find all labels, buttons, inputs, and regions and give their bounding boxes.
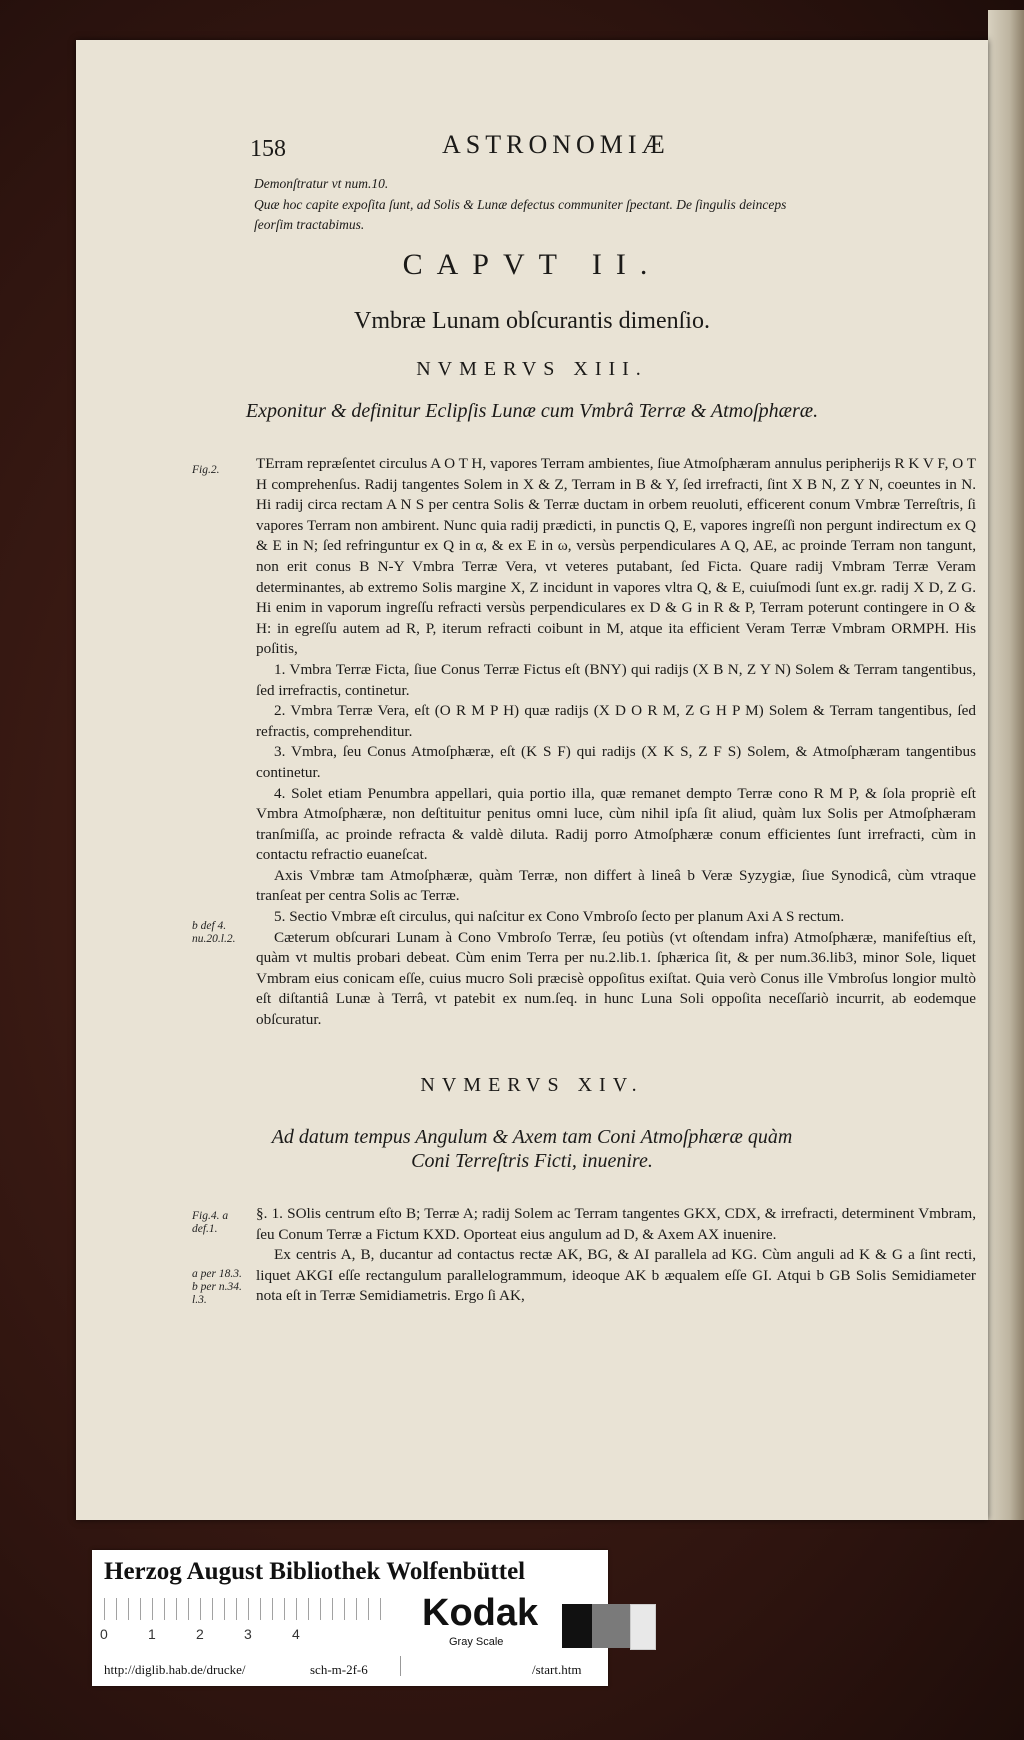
- ruler-number: 0: [100, 1626, 108, 1642]
- margin-note-aper: a per 18.3. b per n.34. l.3.: [192, 1268, 242, 1306]
- paragraph: Cæterum obſcurari Lunam à Cono Vmbroſo Terræ, ſeu potiùs (vt oſtendam infra) Atmoſphæræ, manifeſtius eſt, quàm vt multis probari debeat. Cùm enim Terra per nu.2.lib.1. ſphærica ſit, & per num.36.lib3, minor Sole, liquet Vmbram eius conicam eſſe, cuius mucro Soli præcisè oppoſitus exiſtat. Quia verò Conus ille Vmbroſus longior multò eſt diſtantiâ Lunæ à Terrâ, vt patebit ex num.ſeq. in hunc Luna Soli oppoſita neceſſariò incurrit, ab eodemque obſcuratur.: [256, 928, 976, 1029]
- numerus-14-heading: NVMERVS XIV.: [420, 1074, 644, 1096]
- numerus-13-heading: NVMERVS XIII.: [416, 358, 648, 380]
- ruler-number: 1: [148, 1626, 156, 1642]
- intro-line-1: Demonſtratur vt num.10.: [254, 176, 389, 191]
- swatch-black: [562, 1604, 592, 1648]
- paragraph: Ex centris A, B, ducantur ad contactus rectæ AK, BG, & AI parallela ad KG. Cùm anguli ad K & G a ſint recti, liquet AKGI eſſe rectangulum parallelogrammum, ideoque AK b æqualem eſſe GI. Atqui b GB Solis Semidiameter nota eſt in Terræ Semidiametris. Ergo ſi AK,: [256, 1246, 976, 1305]
- paragraph: 4. Solet etiam Penumbra appellari, quia portio illa, quæ remanet dempto Terræ cono R M P, & ſola propriè eſt Vmbra Atmoſphæræ, non deſtituitur penitus omni luce, cùm nihil ipſa ſit aliud, quàm lux Solis per Atmoſphæram tranſmiſſa, ac proinde refracta & valdè diluta. Radij porro Atmoſphæræ conum efficientes ſunt irrefracti, cùm in contactu refractio euaneſcat.: [256, 784, 976, 864]
- color-calibration-card: [92, 1550, 608, 1686]
- paragraph: TErram repræſentet circulus A O T H, vapores Terram ambientes, ſiue Atmoſphæram annulus peripherijs R K V F, O T H comprehenſus. Radij tangentes Solem in X & Z, Terram in B & Y, ſed irrefracti, ſint X B N, Z Y N, coeuntes in N. Hi radij circa rectam A N S per centra Solis & Terræ ductam in orbem reuoluti, efficerent conum Vmbræ Terreſtris, ſi vapores Terram non ambirent. Nunc quia radij prædicti, in punctis Q, E, vapores ingreſſi non pergunt indirectum ex Q & E in N; ſed refringuntur ex Q in α, & ex E in ω, versùs perpendiculares A Q, AE, ac proinde Terram non tangunt, non erit conus B N-Y Vmbra Terræ Vera, vt veteres putabant, ſed Ficta. Quare radij Vmbram Terræ Veram determinantes, ab extremo Solis margine X, Z incidunt in vapores vltra Q, & E, cuiuſmodi ſunt ex.gr. radij X D, Z G. Hi enim in vaporum ingreſſu refracti versùs perpendiculares ex D & G in R & P, Terram poterunt contingere in O & H: in egreſſu autem ad R, P, iterum refracti coibunt in M, atque ita efficient Veram Terræ Vmbram ORMPH. His poſitis,: [256, 455, 976, 658]
- paragraph: 3. Vmbra, ſeu Conus Atmoſphæræ, eſt (K S F) qui radijs (X K S, Z F S) Solem, & Atmoſphæram tangentibus continetur.: [256, 743, 976, 781]
- ruler-number: 4: [292, 1626, 300, 1642]
- paragraph: 5. Sectio Vmbræ eſt circulus, qui naſcitur ex Cono Vmbroſo ſecto per planum Axi A S rectum.: [274, 908, 845, 926]
- swatch-gray: [592, 1604, 630, 1648]
- caput-subtitle: Vmbræ Lunam obſcurantis dimenſio.: [354, 308, 710, 334]
- paragraph: Axis Vmbræ tam Atmoſphæræ, quàm Terræ, non differt à lineâ b Veræ Syzygiæ, ſiue Synodicâ, cùm vtraque tranſeat per centra Solis ac Terræ.: [256, 866, 976, 905]
- margin-note-fig4: Fig.4. a def.1.: [192, 1210, 229, 1235]
- gray-scale-label: Gray Scale: [449, 1636, 504, 1648]
- swatch-white: [630, 1604, 656, 1650]
- paragraph: 1. Vmbra Terræ Ficta, ſiue Conus Terræ Fictus eſt (BNY) qui radijs (X B N, Z Y N) Solem & Terram tangentibus, ſed irrefractis, continetur.: [256, 660, 976, 699]
- margin-note-bdef4: b def 4. nu.20.l.2.: [192, 920, 236, 945]
- intro-line-2: Quæ hoc capite expoſita ſunt, ad Solis & Lunæ defectus communiter ſpectant. De ſingulis deinceps: [254, 197, 787, 212]
- margin-note-fig2: Fig.2.: [192, 464, 220, 476]
- url-right: /start.htm: [532, 1662, 582, 1677]
- caput-heading: CAPVT II.: [402, 248, 662, 281]
- running-head: ASTRONOMIÆ: [442, 130, 670, 159]
- ruler-number: 2: [196, 1626, 204, 1642]
- ruler-number: 3: [244, 1626, 252, 1642]
- url-middle: sch-m-2f-6: [310, 1662, 368, 1677]
- numerus-14-title-line1: Ad datum tempus Angulum & Axem tam Coni Atmoſphæræ quàm: [271, 1126, 793, 1148]
- book-page: [76, 40, 988, 1520]
- paragraph: 2. Vmbra Terræ Vera, eſt (O R M P H) quæ radijs (X D O R M, Z G H P M) Solem & Terram tangentibus, ſed refractis, comprehenditur.: [256, 702, 976, 740]
- page-number: 158: [250, 136, 286, 162]
- kodak-logo: Kodak: [422, 1592, 539, 1634]
- ruler-scale: [104, 1598, 384, 1620]
- paragraph: §. 1. SOlis centrum eſto B; Terræ A; radij Solem ac Terram tangentes GKX, CDX, & irrefracti, determinent Vmbram, ſeu Conum Terræ a Fictum KXD. Oporteat eius angulum ad D, & Axem AX inuenire.: [256, 1205, 976, 1243]
- institution-name: Herzog August Bibliothek Wolfenbüttel: [104, 1558, 526, 1585]
- divider: [400, 1656, 401, 1676]
- numerus-14-title-line2: Coni Terreſtris Ficti, inuenire.: [411, 1150, 653, 1172]
- numerus-13-title: Exponitur & definitur Eclipſis Lunæ cum Vmbrâ Terræ & Atmoſphæræ.: [245, 400, 819, 422]
- numerus-14-body: [256, 1204, 976, 1307]
- numerus-13-body: [256, 454, 976, 1031]
- url-left: http://diglib.hab.de/drucke/: [104, 1662, 246, 1677]
- adjacent-page-edge: [988, 10, 1024, 1520]
- intro-line-3: ſeorſim tractabimus.: [254, 217, 365, 232]
